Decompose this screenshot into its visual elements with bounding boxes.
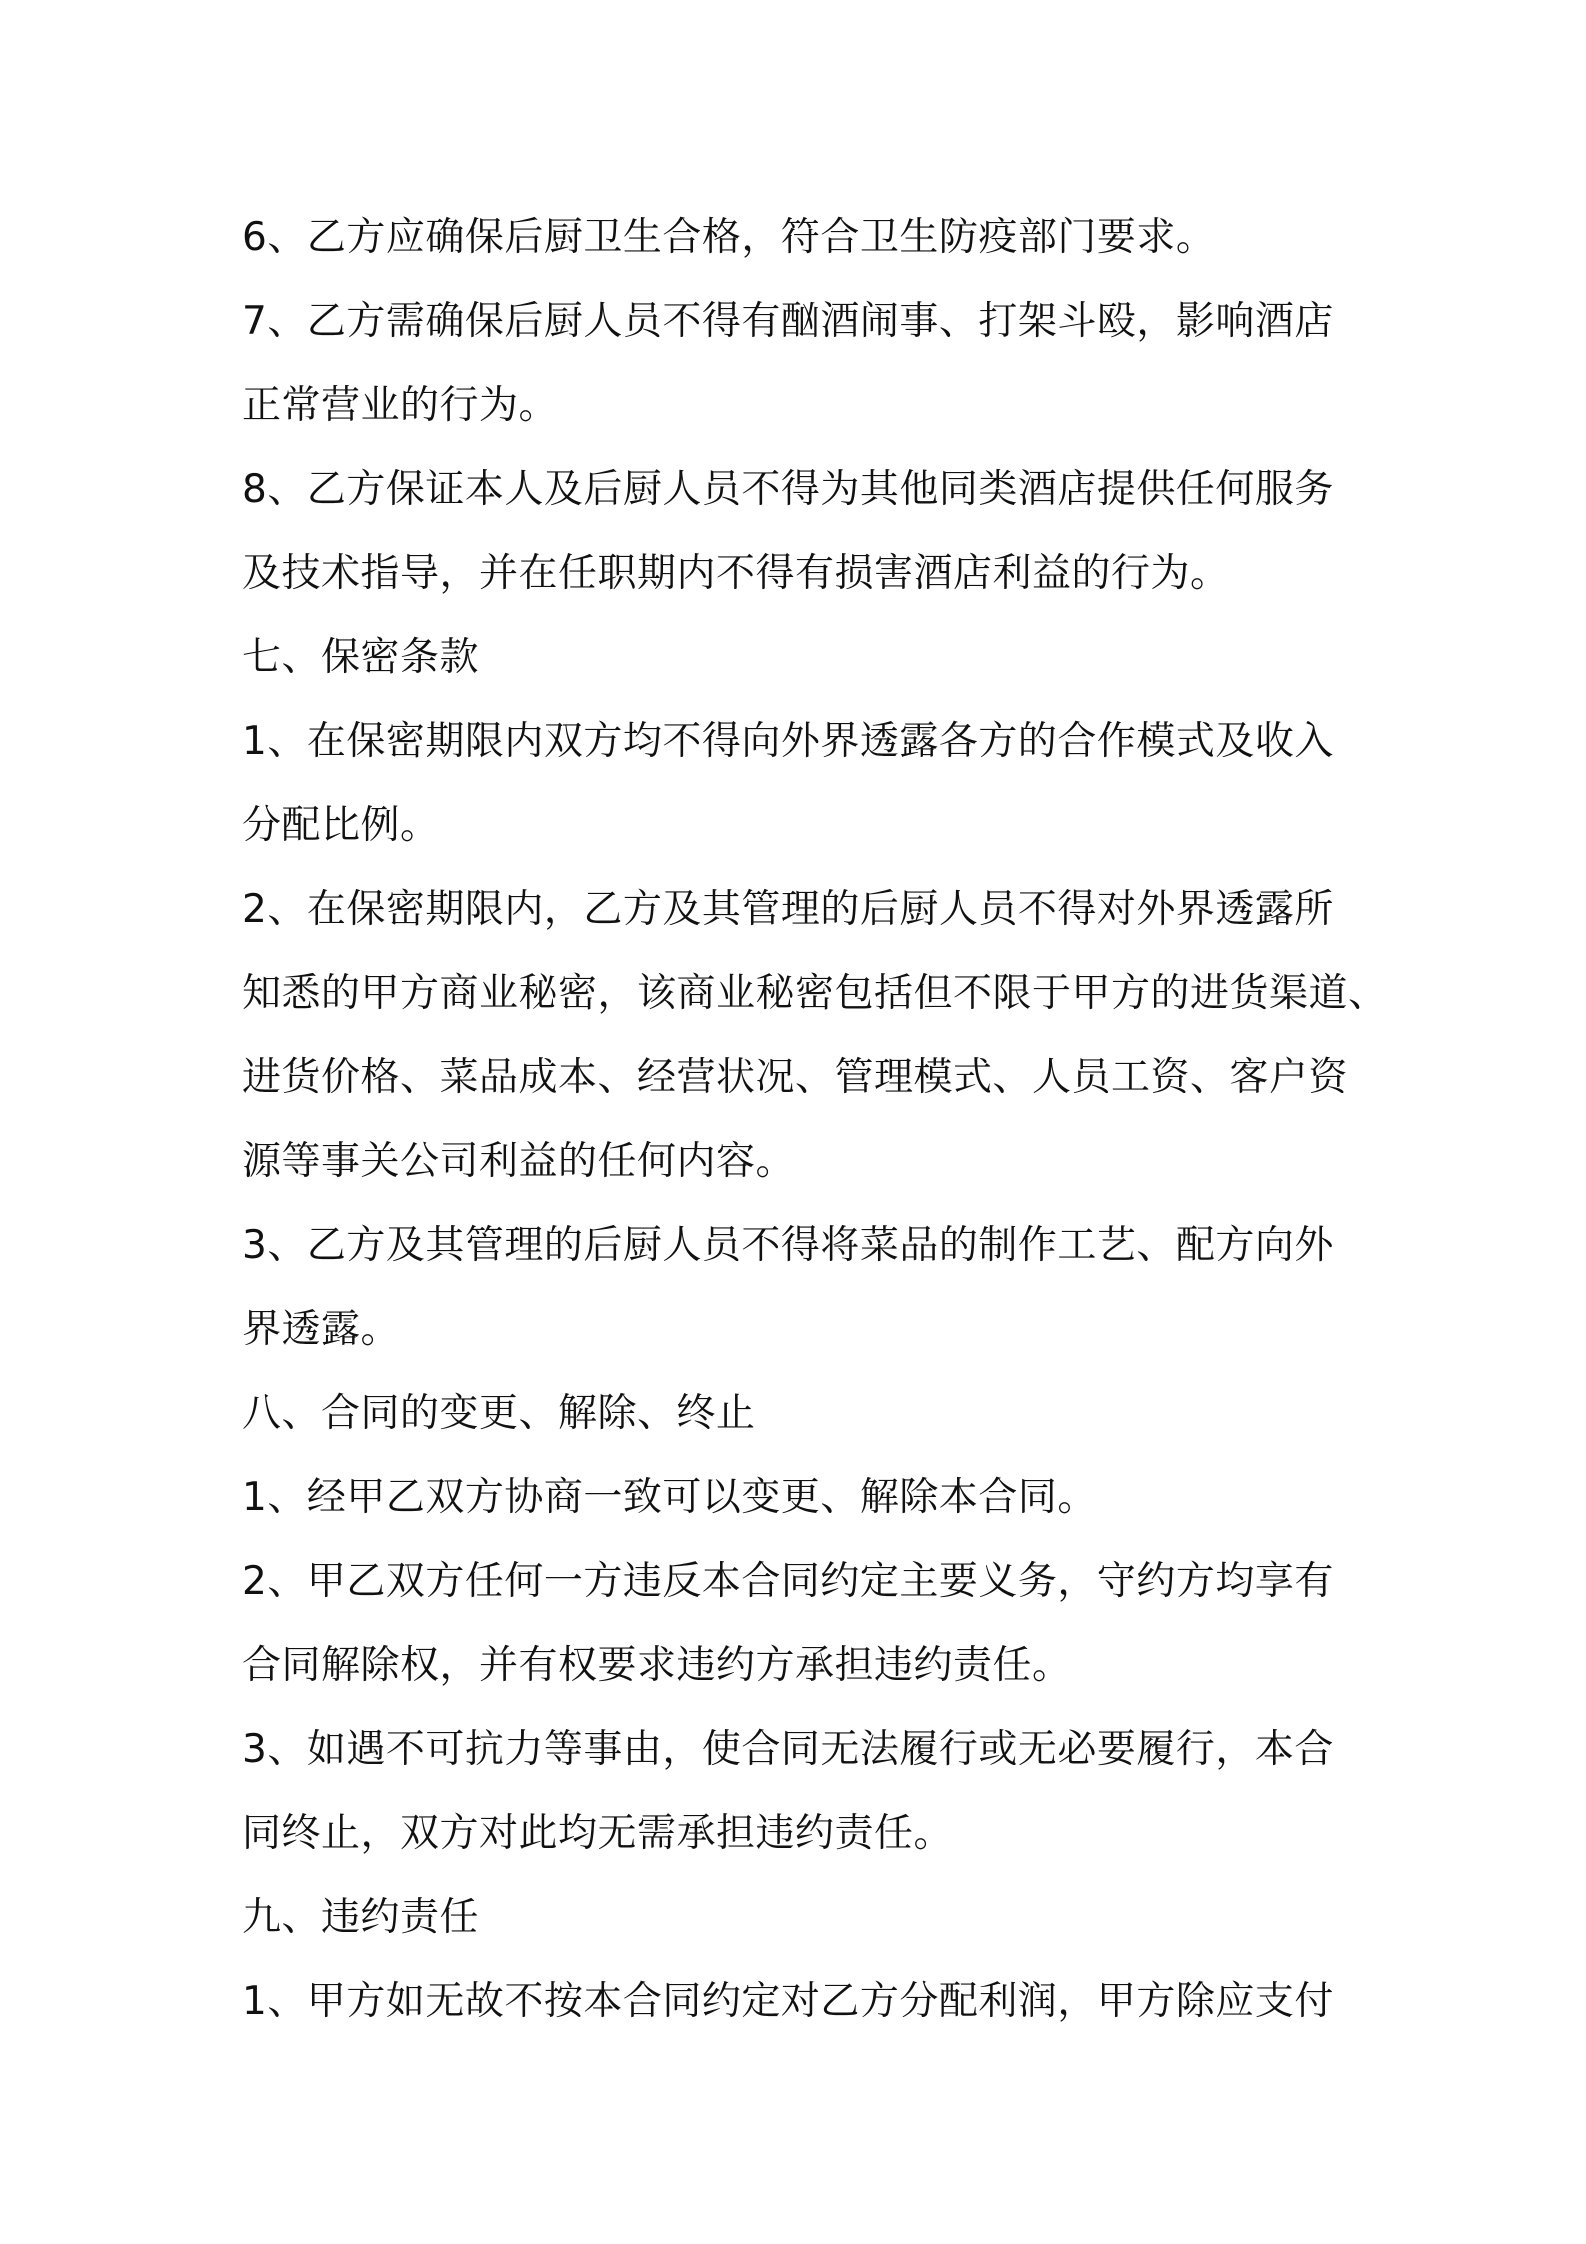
text-line: 1、甲方如无故不按本合同约定对乙方分配利润，甲方除应支付	[242, 1979, 1334, 2024]
text-line: 3、如遇不可抗力等事由，使合同无法履行或无必要履行，本合	[242, 1727, 1334, 1772]
section-heading: 七、保密条款	[242, 635, 480, 680]
text-line: 1、在保密期限内双方均不得向外界透露各方的合作模式及收入	[242, 719, 1334, 764]
text-line: 1、经甲乙双方协商一致可以变更、解除本合同。	[242, 1475, 1097, 1520]
text-line: 正常营业的行为。	[242, 383, 559, 428]
text-line: 同终止，双方对此均无需承担违约责任。	[242, 1811, 954, 1856]
text-line: 及技术指导，并在任职期内不得有损害酒店利益的行为。	[242, 551, 1230, 596]
text-line: 合同解除权，并有权要求违约方承担违约责任。	[242, 1643, 1072, 1688]
text-line: 2、在保密期限内，乙方及其管理的后厨人员不得对外界透露所	[242, 887, 1334, 932]
text-line: 6、乙方应确保后厨卫生合格，符合卫生防疫部门要求。	[242, 215, 1216, 260]
text-line: 界透露。	[242, 1307, 401, 1352]
text-line: 7、乙方需确保后厨人员不得有酗酒闹事、打架斗殴，影响酒店	[242, 299, 1334, 344]
text-line: 8、乙方保证本人及后厨人员不得为其他同类酒店提供任何服务	[242, 467, 1334, 512]
section-heading: 九、违约责任	[242, 1895, 480, 1940]
section-heading: 八、合同的变更、解除、终止	[242, 1391, 756, 1436]
text-line: 源等事关公司利益的任何内容。	[242, 1139, 796, 1184]
document-body	[242, 196, 1388, 2044]
text-line: 2、甲乙双方任何一方违反本合同约定主要义务，守约方均享有	[242, 1559, 1334, 1604]
text-line: 3、乙方及其管理的后厨人员不得将菜品的制作工艺、配方向外	[242, 1223, 1334, 1268]
text-line: 分配比例。	[242, 803, 440, 848]
text-line: 知悉的甲方商业秘密，该商业秘密包括但不限于甲方的进货渠道、	[242, 971, 1388, 1016]
text-line: 进货价格、菜品成本、经营状况、管理模式、人员工资、客户资	[242, 1055, 1349, 1100]
